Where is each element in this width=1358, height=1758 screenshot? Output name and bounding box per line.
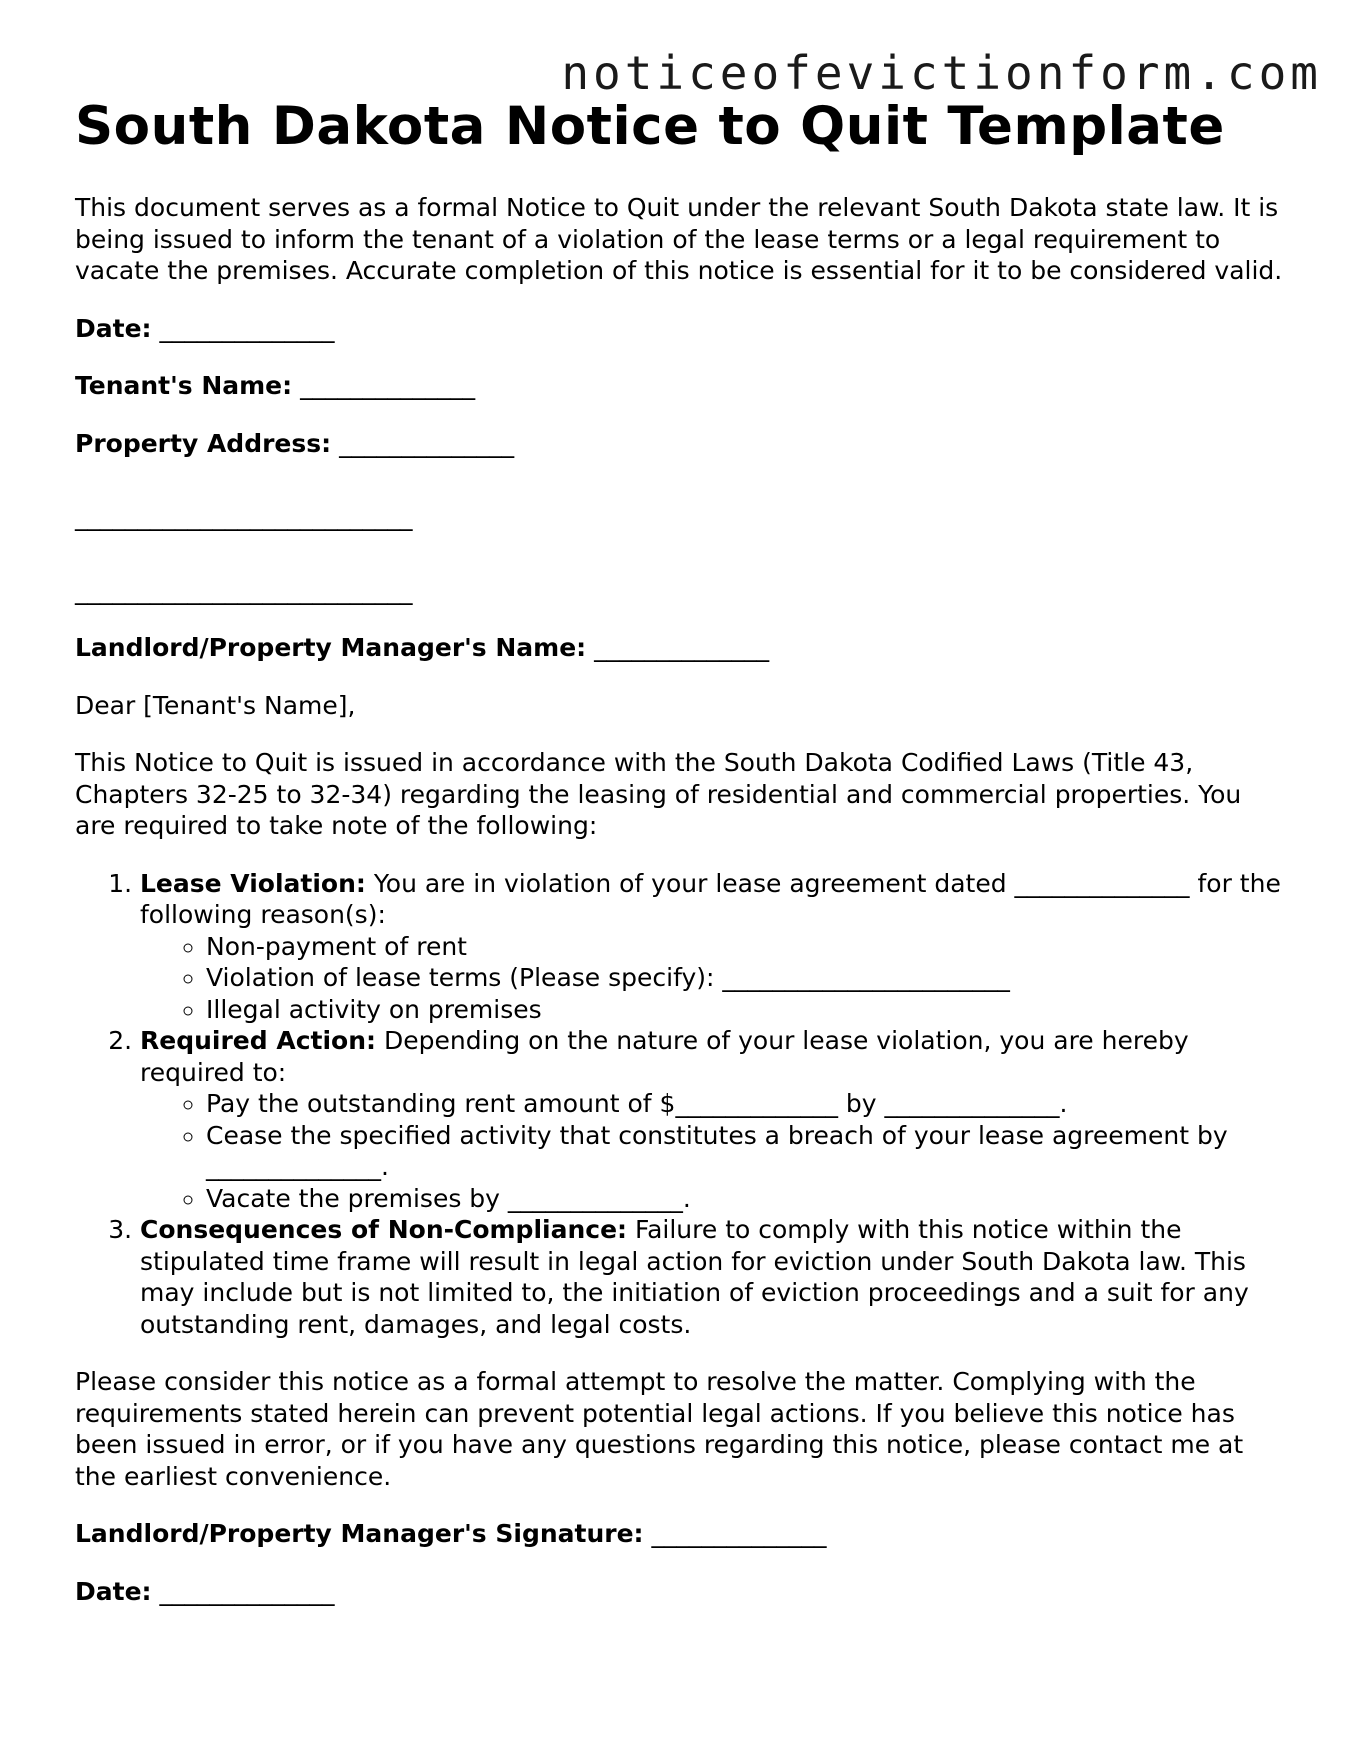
landlord-name-blank: ______________ <box>594 633 770 662</box>
sub-list <box>140 931 1285 1026</box>
date-field <box>75 313 1285 345</box>
body-intro-paragraph: This Notice to Quit is issued in accordance with the South Dakota Codified Laws (Title 43, Chapters 32-25 to 32-34) regarding the leasing of residential and commercial properties. You are required to take note of the following: <box>75 748 1242 840</box>
item-text: You are in violation of your lease agreement dated ______________ for the following reason(s): <box>140 868 1281 929</box>
list-item: ◦ Cease the specified activity that constitutes a breach of your lease agreement by ______________. <box>206 1120 1285 1183</box>
list-item: ◦ Pay the outstanding rent amount of $_____________ by ______________. <box>206 1088 1285 1120</box>
document-title: South Dakota Notice to Quit Template <box>75 96 1225 157</box>
sub-list <box>140 1088 1285 1214</box>
item-heading: Lease Violation: <box>140 868 366 898</box>
property-address-blank: ______________ <box>339 428 515 458</box>
list-item: ◦ Vacate the premises by ______________. <box>206 1183 1285 1215</box>
tenant-name-label: Tenant's Name: <box>75 371 293 400</box>
landlord-name-field <box>75 632 1285 664</box>
list-item: ◦ Illegal activity on premises <box>206 994 1285 1026</box>
landlord-name-label: Landlord/Property Manager's Name: <box>75 633 587 662</box>
item-text: Depending on the nature of your lease violation, you are hereby required to: <box>140 1026 1189 1087</box>
item-heading: Consequences of Non-Compliance: <box>140 1215 628 1244</box>
list-item: ◦ Non-payment of rent <box>206 931 1285 963</box>
property-address-line-2: ___________________________ <box>75 502 413 531</box>
signature-date-label: Date: <box>75 1576 152 1606</box>
list-item: ◦ Violation of lease terms (Please specify): _______________________ <box>206 962 1285 994</box>
signature-field <box>75 1518 1285 1550</box>
salutation: Dear [Tenant's Name], <box>75 690 356 720</box>
signature-blank: ______________ <box>651 1519 827 1548</box>
list-item <box>140 1214 1285 1340</box>
tenant-name-blank: ______________ <box>300 371 476 400</box>
item-heading: Required Action: <box>140 1026 377 1055</box>
signature-date-blank: ______________ <box>159 1576 335 1606</box>
notice-items-list <box>75 868 1285 1341</box>
intro-paragraph: This document serves as a formal Notice to Quit under the relevant South Dakota state law. It is being issued to inform the tenant of a violation of the lease terms or a legal requirement to vacate the premises. Accurate completion of this notice is essential for it to be considered valid. <box>75 193 1283 285</box>
property-address-field <box>75 428 1285 460</box>
signature-date-field <box>75 1576 1285 1608</box>
signature-label: Landlord/Property Manager's Signature: <box>75 1519 644 1548</box>
date-label: Date: <box>75 313 152 343</box>
item-text: Failure to comply with this notice within the stipulated time frame will result in legal action for eviction under South Dakota law. This may include but is not limited to, the initiation of eviction proceedings and a suit for any outstanding rent, damages, and legal costs. <box>140 1215 1249 1339</box>
list-item <box>140 868 1285 1026</box>
closing-paragraph: Please consider this notice as a formal attempt to resolve the matter. Complying with the requirements stated herein can prevent potential legal actions. If you believe this notice has been issued in error, or if you have any questions regarding this notice, please contact me at the earliest convenience. <box>75 1367 1244 1491</box>
document-page <box>75 92 1285 1607</box>
site-watermark: noticeofevictionform.com <box>561 46 1322 100</box>
property-address-label: Property Address: <box>75 428 332 458</box>
date-blank: ______________ <box>159 313 335 343</box>
property-address-line-3: ___________________________ <box>75 575 413 605</box>
list-item <box>140 1025 1285 1214</box>
tenant-name-field <box>75 370 1285 402</box>
